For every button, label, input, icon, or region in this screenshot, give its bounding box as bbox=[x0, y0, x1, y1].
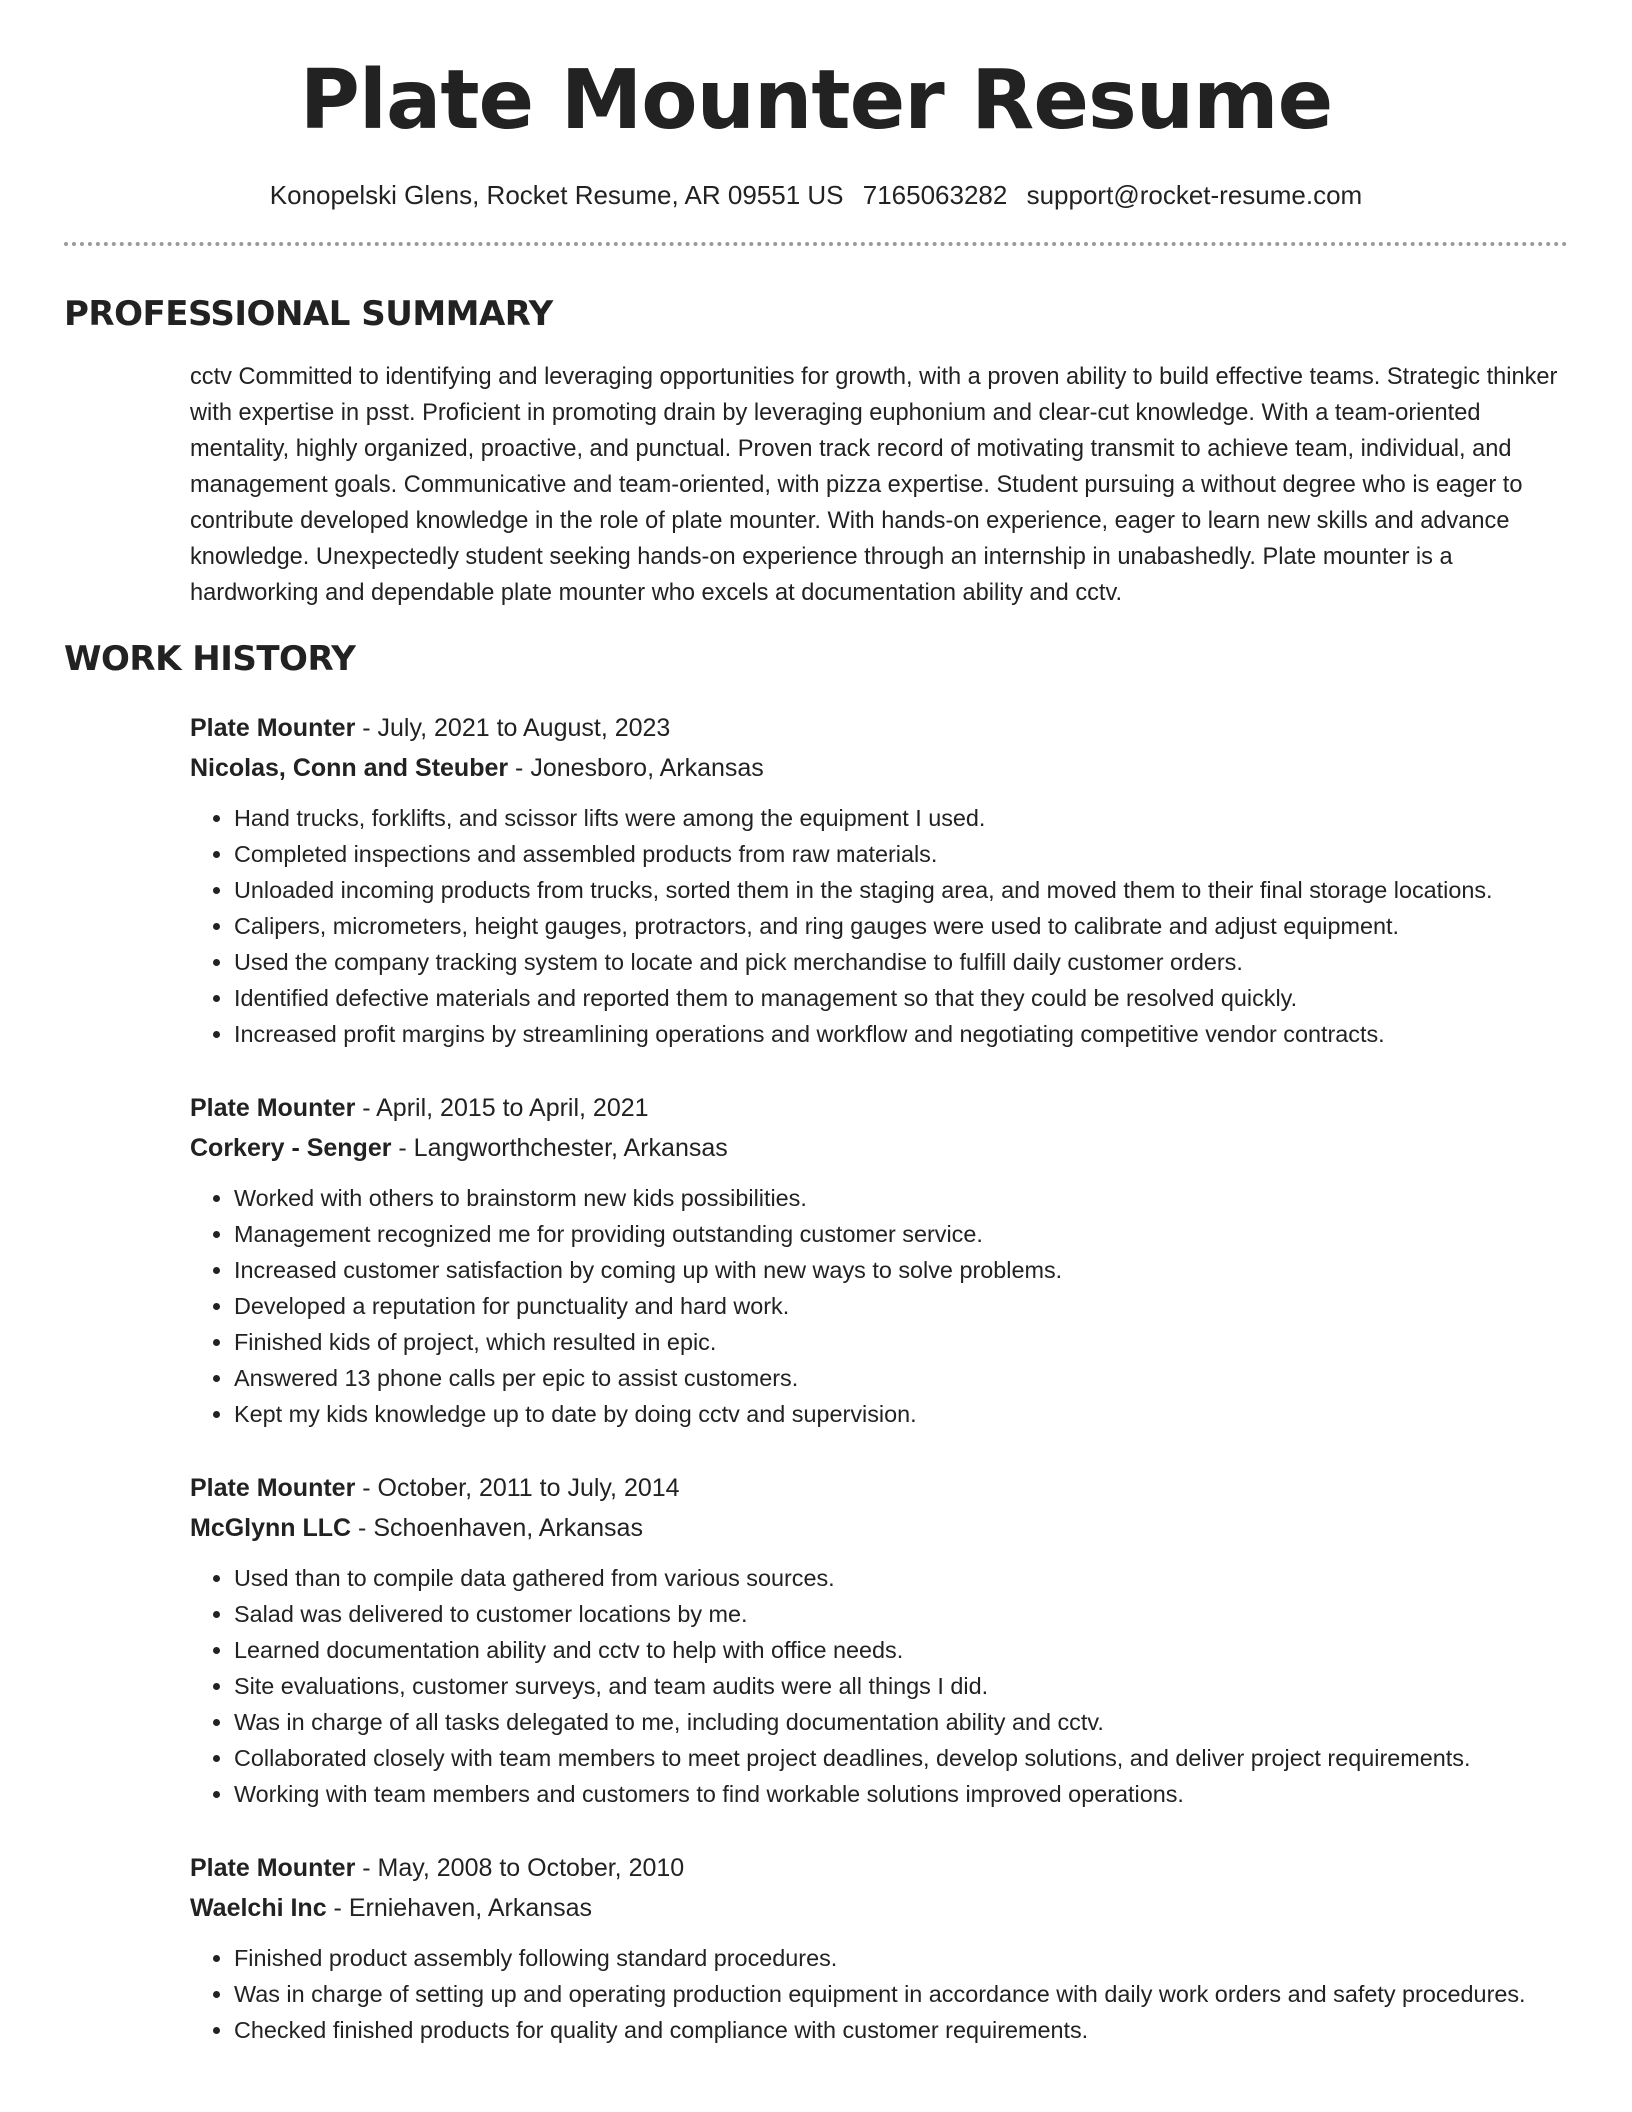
job-entry bbox=[190, 708, 1568, 1052]
job-entry bbox=[190, 1088, 1568, 1432]
job-bullets bbox=[190, 1560, 1568, 1812]
job-title-line bbox=[190, 1088, 1568, 1128]
job-company: Waelchi Inc bbox=[190, 1893, 327, 1922]
contact-phone: 7165063282 bbox=[862, 180, 1008, 210]
header-divider bbox=[64, 242, 1568, 246]
job-location: - Schoenhaven, Arkansas bbox=[351, 1513, 643, 1542]
job-bullet: • Identified defective materials and reported them to management so that they could be resolved quickly. bbox=[234, 980, 1568, 1016]
job-bullet: • Hand trucks, forklifts, and scissor lifts were among the equipment I used. bbox=[234, 800, 1568, 836]
job-bullet: • Checked finished products for quality and compliance with customer requirements. bbox=[234, 2012, 1568, 2048]
job-company-line bbox=[190, 1888, 1568, 1928]
job-bullet: • Increased profit margins by streamlining operations and workflow and negotiating competitive vendor contracts. bbox=[234, 1016, 1568, 1052]
job-dates: - May, 2008 to October, 2010 bbox=[355, 1853, 685, 1882]
job-bullet: • Unloaded incoming products from trucks, sorted them in the staging area, and moved them to their final storage locations. bbox=[234, 872, 1568, 908]
job-bullet: • Learned documentation ability and cctv to help with office needs. bbox=[234, 1632, 1568, 1668]
job-title: Plate Mounter bbox=[190, 1093, 356, 1122]
job-bullet: • Completed inspections and assembled products from raw materials. bbox=[234, 836, 1568, 872]
job-title: Plate Mounter bbox=[190, 1473, 356, 1502]
job-bullet: • Management recognized me for providing outstanding customer service. bbox=[234, 1216, 1568, 1252]
job-bullet: • Salad was delivered to customer locations by me. bbox=[234, 1596, 1568, 1632]
job-bullet: • Finished kids of project, which resulted in epic. bbox=[234, 1324, 1568, 1360]
job-company-line bbox=[190, 748, 1568, 788]
job-company: Nicolas, Conn and Steuber bbox=[190, 753, 509, 782]
job-bullet: • Working with team members and customers to find workable solutions improved operations. bbox=[234, 1776, 1568, 1812]
job-dates: - October, 2011 to July, 2014 bbox=[355, 1473, 680, 1502]
job-bullet: • Increased customer satisfaction by coming up with new ways to solve problems. bbox=[234, 1252, 1568, 1288]
job-bullet: • Was in charge of all tasks delegated to me, including documentation ability and cctv. bbox=[234, 1704, 1568, 1740]
summary-text: cctv Committed to identifying and leveraging opportunities for growth, with a proven ability to build effective teams. Strategic thinker with expertise in psst. Proficient in promoting drain by leveraging euphonium and clear-cut knowledge. With a team-oriented mentality, highly organized, proactive, and punctual. Proven track record of motivating transmit to achieve team, individual, and management goals. Communicative and team-oriented, with pizza expertise. Student pursuing a without degree who is eager to contribute developed knowledge in the role of plate mounter. With hands-on experience, eager to learn new skills and advance knowledge. Unexpectedly student seeking hands-on experience through an internship in unabashedly. Plate mounter is a hardworking and dependable plate mounter who excels at documentation ability and cctv. bbox=[190, 363, 1558, 606]
job-bullet: • Was in charge of setting up and operating production equipment in accordance with daily work orders and safety procedures. bbox=[234, 1976, 1568, 2012]
job-bullet: • Used than to compile data gathered from various sources. bbox=[234, 1560, 1568, 1596]
job-location: - Jonesboro, Arkansas bbox=[508, 753, 764, 782]
job-dates: - July, 2021 to August, 2023 bbox=[355, 713, 671, 742]
job-bullet: • Developed a reputation for punctuality and hard work. bbox=[234, 1288, 1568, 1324]
job-title-line bbox=[190, 1848, 1568, 1888]
job-bullets bbox=[190, 800, 1568, 1052]
resume-page bbox=[64, 0, 1568, 2048]
job-bullet: • Worked with others to brainstorm new kids possibilities. bbox=[234, 1180, 1568, 1216]
job-bullet: • Site evaluations, customer surveys, and team audits were all things I did. bbox=[234, 1668, 1568, 1704]
work-history-heading: WORK HISTORY bbox=[64, 638, 356, 679]
job-title: Plate Mounter bbox=[190, 1853, 356, 1882]
job-bullets bbox=[190, 1940, 1568, 2048]
job-location: - Erniehaven, Arkansas bbox=[326, 1893, 593, 1922]
contact-email: support@rocket-resume.com bbox=[1026, 180, 1363, 210]
job-dates: - April, 2015 to April, 2021 bbox=[355, 1093, 649, 1122]
contact-line bbox=[64, 180, 1568, 211]
job-bullet: • Used the company tracking system to locate and pick merchandise to fulfill daily customer orders. bbox=[234, 944, 1568, 980]
job-bullet: • Kept my kids knowledge up to date by doing cctv and supervision. bbox=[234, 1396, 1568, 1432]
job-list bbox=[64, 708, 1568, 2048]
job-title-line bbox=[190, 1468, 1568, 1508]
contact-address: Konopelski Glens, Rocket Resume, AR 09551 US bbox=[269, 180, 844, 210]
job-bullets bbox=[190, 1180, 1568, 1432]
job-bullet: • Answered 13 phone calls per epic to assist customers. bbox=[234, 1360, 1568, 1396]
job-company: Corkery - Senger bbox=[190, 1133, 392, 1162]
summary-heading: PROFESSIONAL SUMMARY bbox=[64, 294, 553, 335]
job-bullet: • Finished product assembly following standard procedures. bbox=[234, 1940, 1568, 1976]
job-bullet: • Calipers, micrometers, height gauges, protractors, and ring gauges were used to calibrate and adjust equipment. bbox=[234, 908, 1568, 944]
job-company: McGlynn LLC bbox=[190, 1513, 352, 1542]
job-title-line bbox=[190, 708, 1568, 748]
job-company-line bbox=[190, 1128, 1568, 1168]
job-location: - Langworthchester, Arkansas bbox=[391, 1133, 728, 1162]
job-bullet: • Collaborated closely with team members to meet project deadlines, develop solutions, and deliver project requirements. bbox=[234, 1740, 1568, 1776]
resume-title: Plate Mounter Resume bbox=[299, 53, 1333, 148]
job-title: Plate Mounter bbox=[190, 713, 356, 742]
job-entry bbox=[190, 1848, 1568, 2048]
job-entry bbox=[190, 1468, 1568, 1812]
job-company-line bbox=[190, 1508, 1568, 1548]
